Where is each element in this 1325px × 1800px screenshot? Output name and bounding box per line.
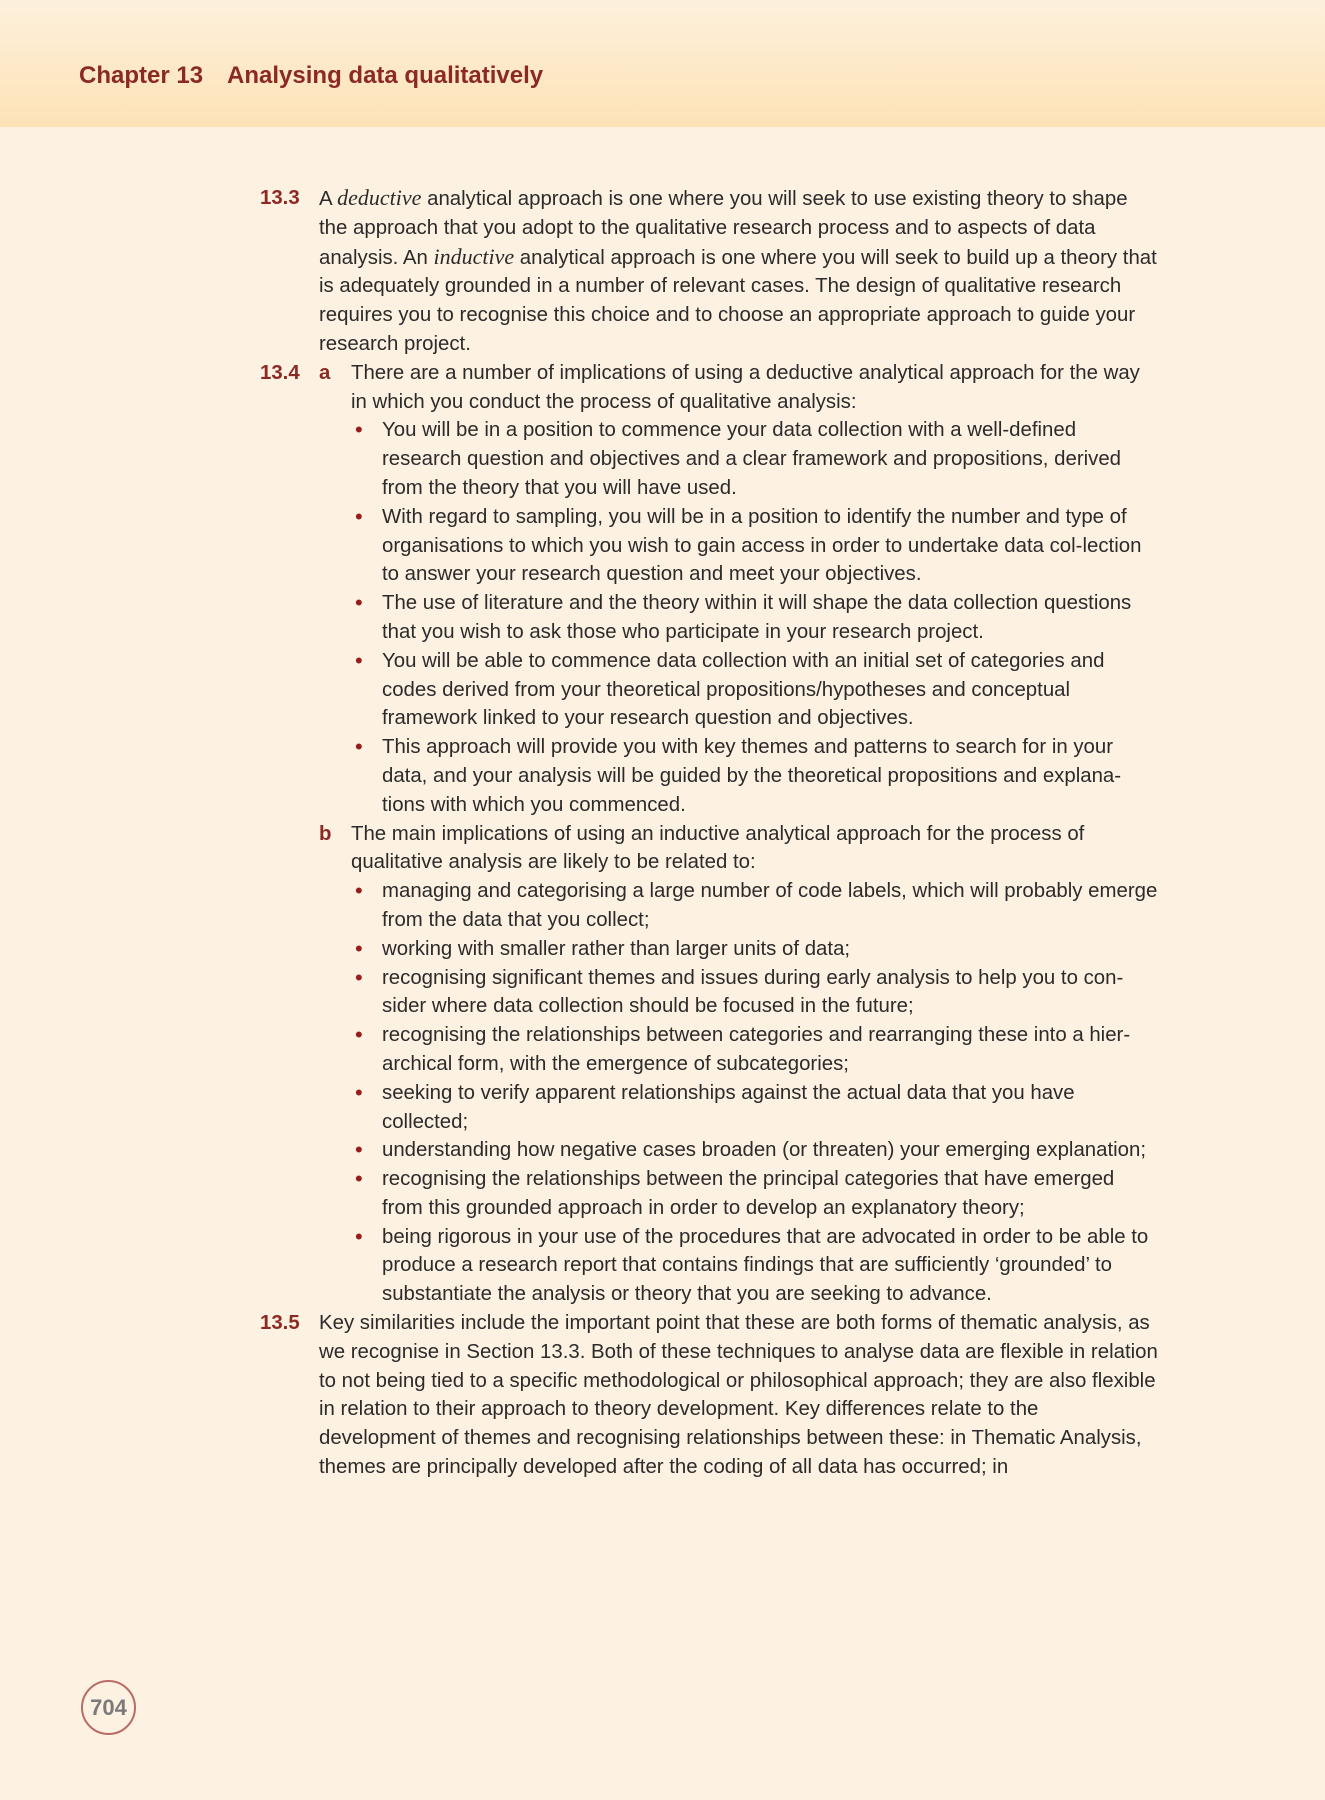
list-item: • You will be in a position to commence your data collection with a well-defined research question and objectives and a clear framework and propositions, derived from the theory that you will have used. xyxy=(351,416,1160,502)
text-run: A xyxy=(319,188,338,210)
sub-answer-body xyxy=(351,359,1160,820)
answers-content xyxy=(260,184,1160,1482)
list-item: • working with smaller rather than larger units of data; xyxy=(351,935,1160,964)
list-item: • being rigorous in your use of the procedures that are advocated in order to be able to produce a research report that contains findings that are sufficiently ‘grounded’ to substantiate the analysis or theory that you are seeking to advance. xyxy=(351,1223,1160,1309)
answer-number: 13.5 xyxy=(260,1312,300,1335)
list-item: • With regard to sampling, you will be in a position to identify the number and type of organisations to which you wish to gain access in order to undertake data col-lection to answer your research question and meet your objectives. xyxy=(351,503,1160,589)
list-item: • recognising significant themes and issues during early analysis to help you to con-sider where data collection should be focused in the future; xyxy=(351,964,1160,1022)
list-item: • seeking to verify apparent relationships against the actual data that you have collected; xyxy=(351,1079,1160,1137)
emphasis-inductive: inductive xyxy=(433,243,515,269)
bullet-list xyxy=(351,877,1160,1309)
answer-body xyxy=(319,359,1160,1309)
answer-number: 13.4 xyxy=(260,361,300,384)
page-header xyxy=(0,0,1325,127)
list-item: • This approach will provide you with key themes and patterns to search for in your data, and your analysis will be guided by the theoretical propositions and explana-tions with which you commenced. xyxy=(351,733,1160,819)
text-run: analytical approach is one where you will seek to use existing theory to shape the approach that you adopt to the qualitative research process and to aspects of data analysis. An xyxy=(319,188,1128,269)
answer-number: 13.3 xyxy=(260,187,300,209)
running-head xyxy=(79,62,543,90)
answer-13-5 xyxy=(260,1309,1160,1482)
text-run: analytical approach is one where you will seek to build up a theory that is adequately grounded in a number of relevant cases. The design of qualitative research requires you to recognise this choice and to choose an appropriate approach to guide your research project. xyxy=(319,246,1157,355)
page-number: 704 xyxy=(81,1680,136,1735)
bullet-list xyxy=(351,416,1160,819)
answer-text xyxy=(319,184,1160,359)
list-item: • managing and categorising a large number of code labels, which will probably emerge from the data that you collect; xyxy=(351,877,1160,935)
list-item: • recognising the relationships between categories and rearranging these into a hier-archical form, with the emergence of subcategories; xyxy=(351,1021,1160,1079)
emphasis-deductive: deductive xyxy=(337,185,422,210)
list-item: • The use of literature and the theory within it will shape the data collection questions that you wish to ask those who participate in your research project. xyxy=(351,589,1160,647)
sub-answer-body xyxy=(351,820,1160,1310)
chapter-number: Chapter 13 xyxy=(79,62,204,89)
answer-13-3 xyxy=(260,184,1160,359)
answer-13-4 xyxy=(260,359,1160,1309)
list-item: • You will be able to commence data collection with an initial set of categories and codes derived from your theoretical propositions/hypotheses and conceptual framework linked to your research question and objectives. xyxy=(351,647,1160,733)
sub-intro: The main implications of using an inductive analytical approach for the process of qualitative analysis are likely to be related to: xyxy=(351,822,1085,874)
list-item: • recognising the relationships between the principal categories that have emerged from this grounded approach in order to develop an explanatory theory; xyxy=(351,1165,1160,1223)
list-item: • understanding how negative cases broaden (or threaten) your emerging explanation; xyxy=(351,1136,1160,1165)
sub-letter: b xyxy=(319,822,332,845)
sub-letter: a xyxy=(319,361,331,384)
answer-text: Key similarities include the important point that these are both forms of thematic analysis, as we recognise in Section 13.3. Both of these techniques to analyse data are flexible in relation to not being tied to a specific methodological or philosophical approach; they are also flexible in relation to their approach to theory development. Key differences relate to the development of themes and recognising relationships between these: in Thematic Analysis, themes are principally developed after the coding of all data has occurred; in xyxy=(319,1312,1158,1479)
sub-answer-b xyxy=(319,820,1160,1310)
chapter-title: Analysing data qualitatively xyxy=(227,62,544,89)
sub-answer-a xyxy=(319,359,1160,820)
sub-intro: There are a number of implications of using a deductive analytical approach for the way in which you conduct the process of qualitative analysis: xyxy=(351,361,1140,413)
